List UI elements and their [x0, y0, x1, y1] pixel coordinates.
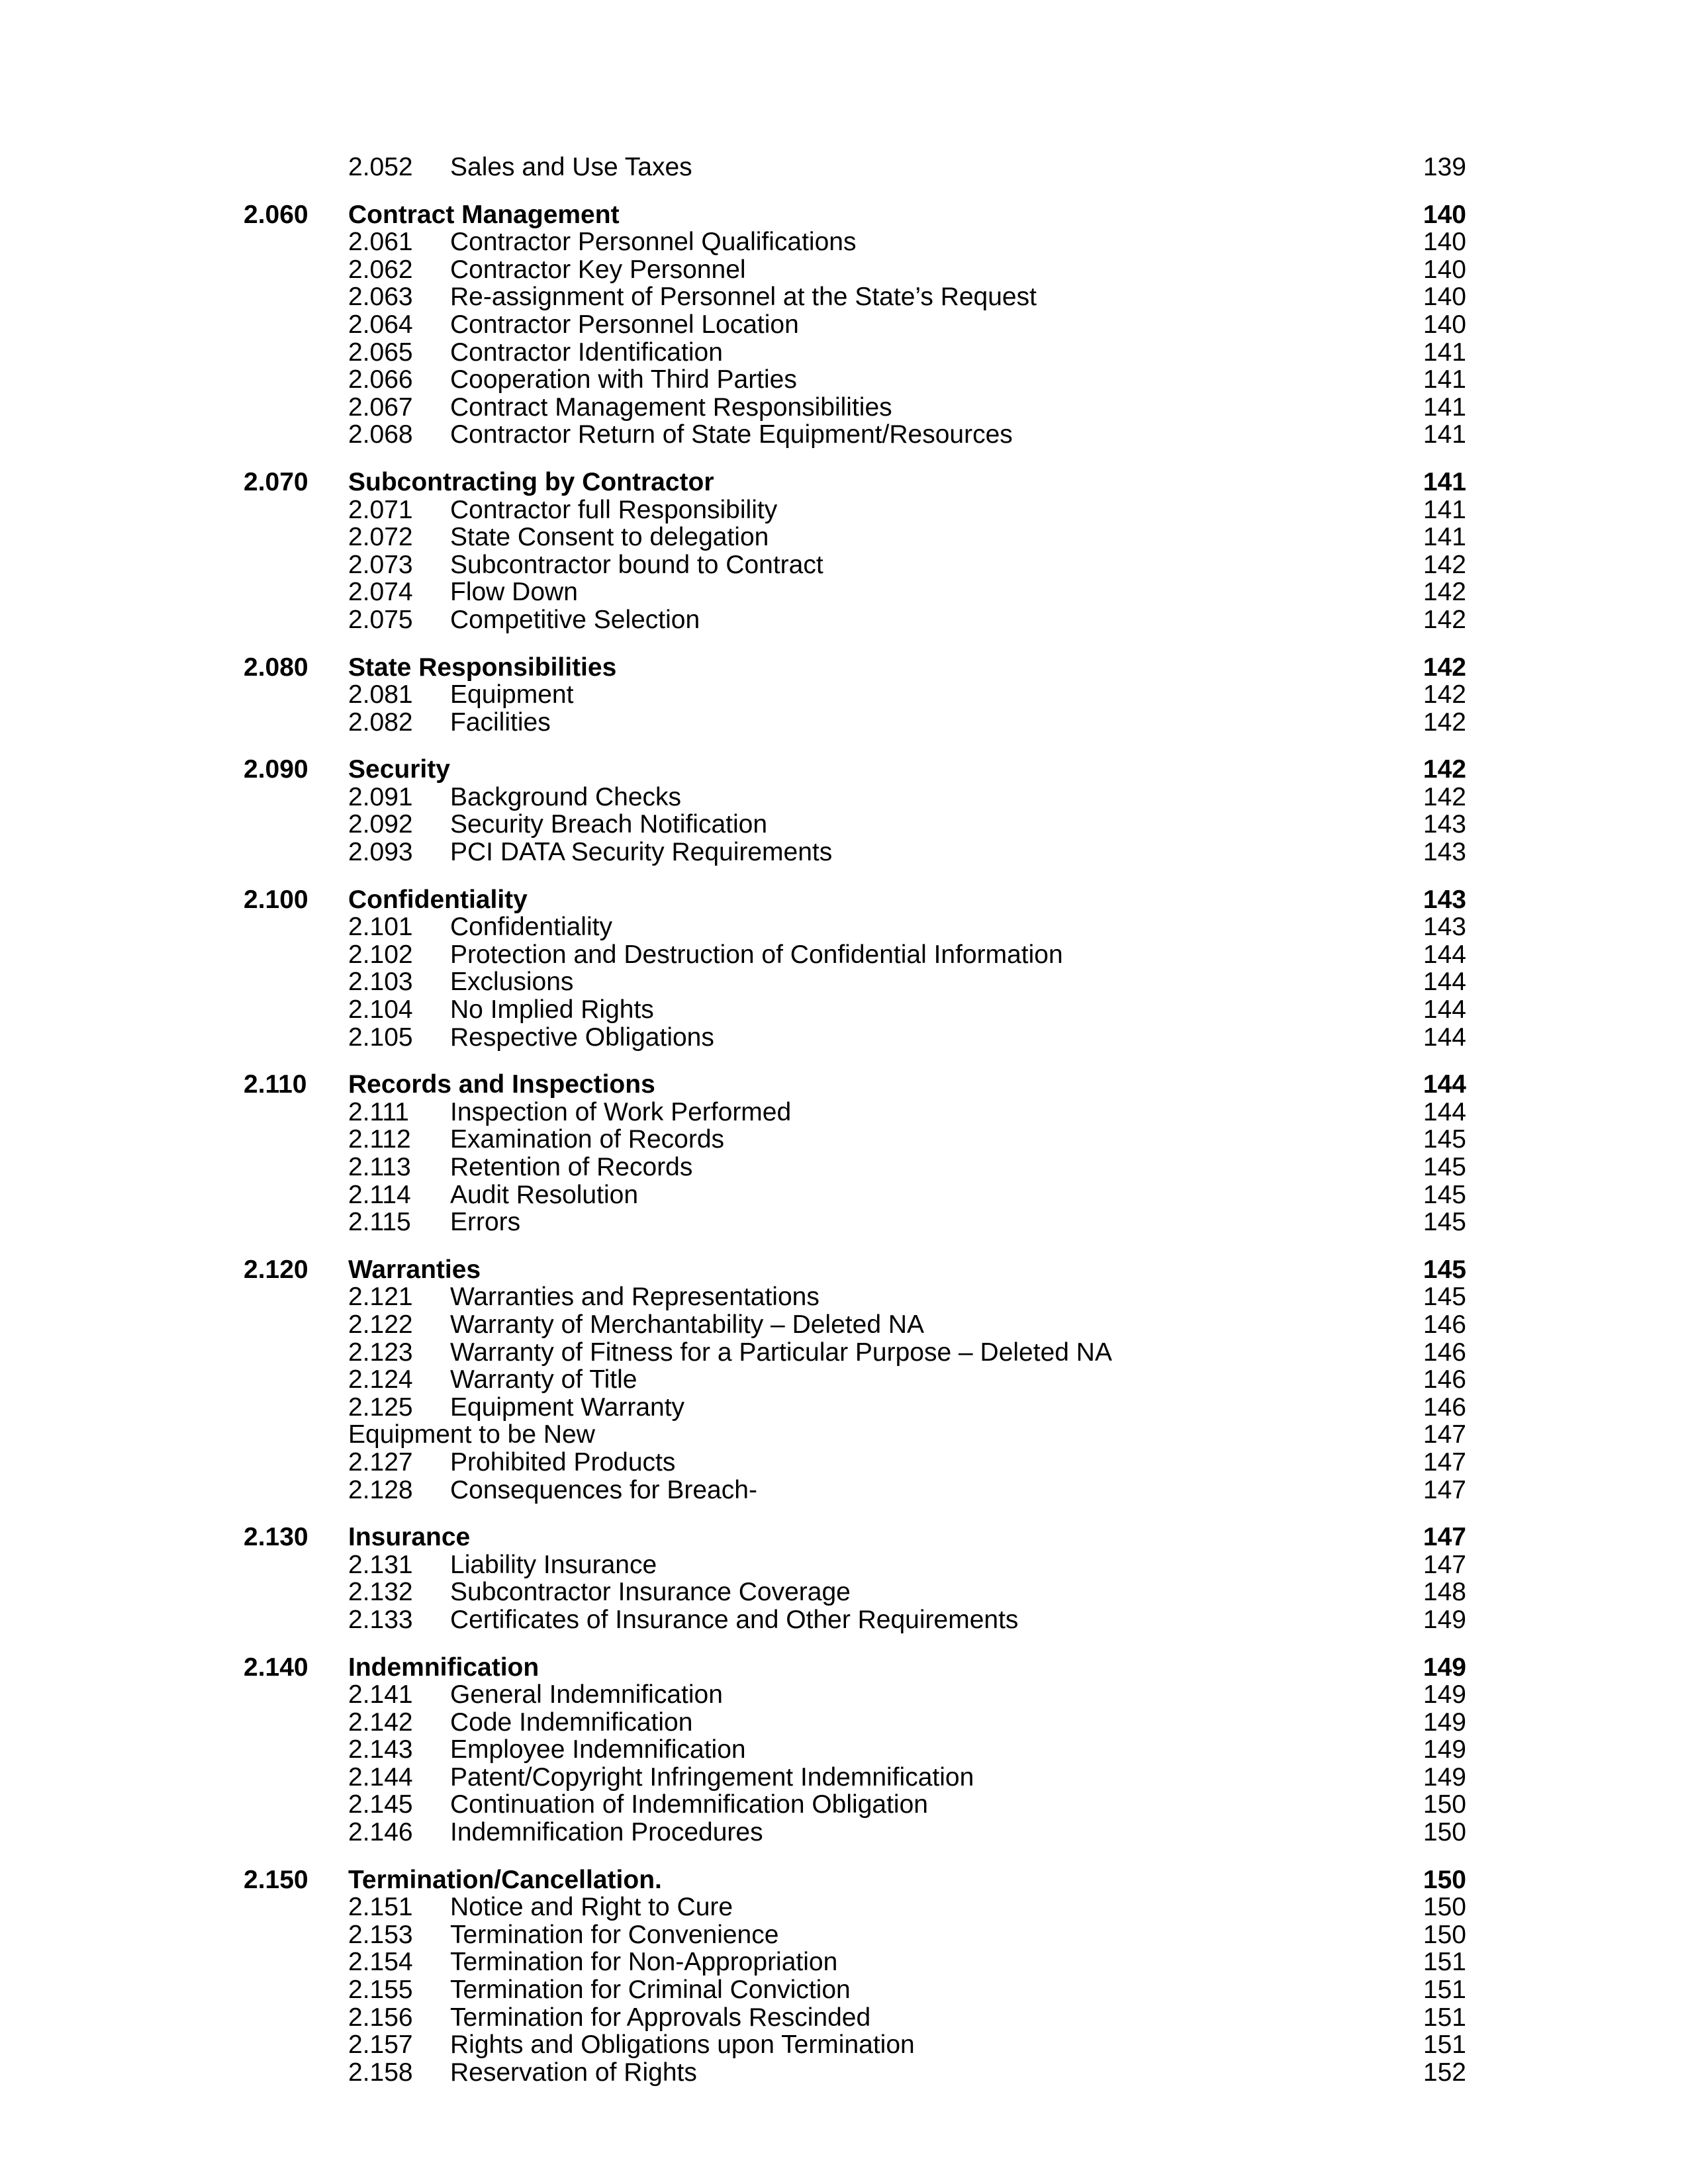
- section-number: 2.080: [244, 653, 308, 682]
- entry-title: Security Breach Notification: [450, 810, 768, 839]
- entry-number: 2.061: [348, 228, 413, 257]
- toc-entry[interactable]: [0, 1181, 1688, 1209]
- entry-page-number: 140: [1423, 255, 1466, 284]
- entry-number: 2.143: [348, 1735, 413, 1764]
- entry-number: 2.052: [348, 153, 413, 181]
- toc-entry[interactable]: [0, 1893, 1688, 1921]
- section-page-number: 149: [1423, 1653, 1466, 1682]
- toc-entry[interactable]: [0, 1948, 1688, 1976]
- entry-number: 2.081: [348, 680, 413, 709]
- entry-title: Patent/Copyright Infringement Indemnification: [450, 1762, 974, 1792]
- section-page-number: 144: [1423, 1070, 1466, 1099]
- entry-number: 2.157: [348, 2030, 413, 2060]
- entry-number: 2.158: [348, 2058, 413, 2087]
- section-number: 2.060: [244, 200, 308, 229]
- toc-section: [0, 654, 1688, 737]
- toc-entry[interactable]: [0, 1736, 1688, 1764]
- entry-title: Liability Insurance: [450, 1550, 657, 1579]
- entry-number: 2.092: [348, 810, 413, 839]
- toc-section: [0, 201, 1688, 449]
- entry-number: 2.067: [348, 392, 413, 422]
- entry-title: Background Checks: [450, 782, 682, 811]
- toc-section: [0, 1071, 1688, 1236]
- entry-number: 2.112: [348, 1125, 411, 1154]
- entry-page-number: 144: [1423, 968, 1466, 997]
- entry-title: Notice and Right to Cure: [450, 1893, 733, 1922]
- section-page-number: 140: [1423, 200, 1466, 229]
- entry-number: 2.102: [348, 940, 413, 969]
- toc-entry[interactable]: [0, 681, 1688, 709]
- entry-number: 2.153: [348, 1920, 413, 1949]
- entry-number: 2.115: [348, 1208, 411, 1237]
- entry-title: Termination for Convenience: [450, 1920, 779, 1949]
- entry-number: 2.131: [348, 1550, 413, 1579]
- entry-page-number: 141: [1423, 365, 1466, 394]
- section-page-number: 143: [1423, 885, 1466, 914]
- entry-page-number: 149: [1423, 1707, 1466, 1737]
- toc-entry[interactable]: [0, 1366, 1688, 1394]
- toc-entry[interactable]: [0, 311, 1688, 339]
- entry-title: Exclusions: [450, 968, 574, 997]
- entry-title: Warranties and Representations: [450, 1283, 820, 1312]
- entry-page-number: 151: [1423, 2030, 1466, 2060]
- entry-title: Confidentiality: [450, 913, 612, 942]
- toc-entry[interactable]: [0, 578, 1688, 606]
- entry-title: Indemnification Procedures: [450, 1818, 763, 1847]
- entry-page-number: 145: [1423, 1125, 1466, 1154]
- entry-number: 2.065: [348, 338, 413, 367]
- toc-entry[interactable]: [0, 1606, 1688, 1634]
- entry-page-number: 142: [1423, 550, 1466, 579]
- toc-section-heading[interactable]: [0, 469, 1688, 496]
- entry-title: Re-assignment of Personnel at the State’s Request: [450, 283, 1037, 312]
- entry-number: 2.101: [348, 913, 413, 942]
- section-number: 2.150: [244, 1865, 308, 1894]
- toc-entry[interactable]: [0, 1421, 1688, 1449]
- toc-entry[interactable]: [0, 1394, 1688, 1422]
- entry-page-number: 143: [1423, 810, 1466, 839]
- toc-entry[interactable]: [0, 523, 1688, 551]
- toc-entry[interactable]: [0, 913, 1688, 941]
- toc-section-heading[interactable]: [0, 1654, 1688, 1682]
- entry-title: Facilities: [450, 707, 551, 737]
- entry-number: 2.066: [348, 365, 413, 394]
- entry-title: Audit Resolution: [450, 1180, 639, 1209]
- entry-page-number: 140: [1423, 228, 1466, 257]
- toc-entry[interactable]: [0, 256, 1688, 284]
- entry-title: Reservation of Rights: [450, 2058, 697, 2087]
- toc-entry[interactable]: [0, 996, 1688, 1024]
- entry-page-number: 142: [1423, 680, 1466, 709]
- toc-entry[interactable]: [0, 496, 1688, 524]
- entry-page-number: 141: [1423, 495, 1466, 524]
- entry-title: General Indemnification: [450, 1680, 723, 1709]
- entry-title: Contract Management Responsibilities: [450, 392, 892, 422]
- entry-page-number: 140: [1423, 283, 1466, 312]
- toc-section: [0, 1256, 1688, 1504]
- toc-entry[interactable]: [0, 1921, 1688, 1949]
- entry-page-number: 149: [1423, 1735, 1466, 1764]
- entry-number: 2.072: [348, 523, 413, 552]
- entry-title: Equipment to be New: [348, 1420, 595, 1449]
- toc-entry[interactable]: [0, 1477, 1688, 1504]
- entry-page-number: 144: [1423, 995, 1466, 1024]
- section-number: 2.130: [244, 1523, 308, 1552]
- entry-page-number: 144: [1423, 940, 1466, 969]
- entry-title: Contractor full Responsibility: [450, 495, 778, 524]
- toc-entry[interactable]: [0, 1449, 1688, 1477]
- entry-title: Subcontractor bound to Contract: [450, 550, 823, 579]
- section-page-number: 142: [1423, 653, 1466, 682]
- entry-page-number: 142: [1423, 605, 1466, 634]
- entry-title: Contractor Personnel Location: [450, 310, 799, 339]
- entry-title: Continuation of Indemnification Obligation: [450, 1790, 928, 1819]
- toc-section: [0, 1866, 1688, 2087]
- section-title: Subcontracting by Contractor: [348, 467, 714, 496]
- entry-number: 2.154: [348, 1948, 413, 1977]
- toc-section-heading[interactable]: [0, 886, 1688, 914]
- entry-title: Respective Obligations: [450, 1023, 714, 1052]
- toc-entry[interactable]: [0, 839, 1688, 866]
- entry-page-number: 139: [1423, 153, 1466, 181]
- entry-title: Warranty of Merchantability – Deleted NA: [450, 1310, 925, 1339]
- entry-page-number: 147: [1423, 1447, 1466, 1477]
- toc-entry[interactable]: [0, 606, 1688, 634]
- entry-title: Certificates of Insurance and Other Requirements: [450, 1605, 1019, 1634]
- entry-page-number: 147: [1423, 1550, 1466, 1579]
- toc-entry[interactable]: [0, 1791, 1688, 1819]
- toc-section: [0, 886, 1688, 1052]
- toc-entry[interactable]: [0, 968, 1688, 996]
- section-page-number: 145: [1423, 1255, 1466, 1284]
- toc-entry[interactable]: [0, 1551, 1688, 1579]
- entry-title: Errors: [450, 1208, 521, 1237]
- entry-page-number: 146: [1423, 1338, 1466, 1367]
- section-page-number: 147: [1423, 1523, 1466, 1552]
- entry-title: Examination of Records: [450, 1125, 725, 1154]
- entry-number: 2.105: [348, 1023, 413, 1052]
- entry-page-number: 144: [1423, 1097, 1466, 1126]
- toc-entry[interactable]: [0, 394, 1688, 422]
- toc-entry[interactable]: [0, 1126, 1688, 1154]
- entry-page-number: 147: [1423, 1475, 1466, 1504]
- entry-page-number: 149: [1423, 1605, 1466, 1634]
- section-number: 2.120: [244, 1255, 308, 1284]
- entry-page-number: 141: [1423, 338, 1466, 367]
- entry-number: 2.114: [348, 1180, 411, 1209]
- section-number: 2.140: [244, 1653, 308, 1682]
- entry-number: 2.103: [348, 968, 413, 997]
- entry-number: 2.093: [348, 838, 413, 867]
- section-title: Indemnification: [348, 1653, 539, 1682]
- entry-title: PCI DATA Security Requirements: [450, 838, 833, 867]
- entry-title: Subcontractor Insurance Coverage: [450, 1578, 851, 1607]
- toc-entry[interactable]: [0, 1099, 1688, 1126]
- entry-page-number: 142: [1423, 707, 1466, 737]
- entry-page-number: 148: [1423, 1578, 1466, 1607]
- toc-section: [0, 469, 1688, 634]
- entry-title: Code Indemnification: [450, 1707, 693, 1737]
- toc-section-heading[interactable]: [0, 201, 1688, 229]
- entry-number: 2.151: [348, 1893, 413, 1922]
- entry-page-number: 142: [1423, 578, 1466, 607]
- section-title: Warranties: [348, 1255, 481, 1284]
- entry-title: Warranty of Title: [450, 1365, 637, 1394]
- toc-entry[interactable]: [0, 366, 1688, 394]
- section-number: 2.110: [244, 1070, 307, 1099]
- toc-entry[interactable]: [0, 1709, 1688, 1737]
- entry-title: Termination for Criminal Conviction: [450, 1976, 851, 2005]
- entry-number: 2.073: [348, 550, 413, 579]
- entry-title: Termination for Non-Appropriation: [450, 1948, 838, 1977]
- toc-entry[interactable]: [0, 2059, 1688, 2087]
- toc-entry[interactable]: [0, 1976, 1688, 2004]
- section-title: Insurance: [348, 1523, 471, 1552]
- entry-number: 2.125: [348, 1392, 413, 1422]
- toc-section: [0, 1654, 1688, 1846]
- entry-number: 2.104: [348, 995, 413, 1024]
- entry-number: 2.144: [348, 1762, 413, 1792]
- entry-title: Protection and Destruction of Confidential Information: [450, 940, 1063, 969]
- entry-page-number: 151: [1423, 1976, 1466, 2005]
- entry-number: 2.142: [348, 1707, 413, 1737]
- entry-page-number: 141: [1423, 420, 1466, 449]
- entry-number: 2.068: [348, 420, 413, 449]
- toc-entry[interactable]: [0, 1208, 1688, 1236]
- entry-number: 2.132: [348, 1578, 413, 1607]
- entry-title: Retention of Records: [450, 1153, 693, 1181]
- entry-number: 2.141: [348, 1680, 413, 1709]
- entry-number: 2.063: [348, 283, 413, 312]
- toc-entry[interactable]: [0, 2004, 1688, 2032]
- toc-entry[interactable]: [0, 941, 1688, 969]
- entry-page-number: 150: [1423, 1920, 1466, 1949]
- entry-page-number: 143: [1423, 838, 1466, 867]
- entry-title: Contractor Return of State Equipment/Resources: [450, 420, 1013, 449]
- toc-entry[interactable]: [0, 1283, 1688, 1311]
- entry-number: 2.075: [348, 605, 413, 634]
- entry-number: 2.133: [348, 1605, 413, 1634]
- section-title: Confidentiality: [348, 885, 528, 914]
- entry-number: 2.155: [348, 1976, 413, 2005]
- entry-title: Sales and Use Taxes: [450, 153, 692, 181]
- entry-page-number: 146: [1423, 1392, 1466, 1422]
- section-page-number: 142: [1423, 755, 1466, 784]
- toc-entry[interactable]: [0, 1024, 1688, 1052]
- toc-entry[interactable]: [0, 551, 1688, 579]
- entry-page-number: 149: [1423, 1762, 1466, 1792]
- entry-number: 2.121: [348, 1283, 413, 1312]
- toc-section: [0, 1524, 1688, 1633]
- entry-title: Warranty of Fitness for a Particular Purpose – Deleted NA: [450, 1338, 1112, 1367]
- toc-entry[interactable]: [0, 2031, 1688, 2059]
- entry-title: No Implied Rights: [450, 995, 654, 1024]
- entry-number: 2.062: [348, 255, 413, 284]
- entry-page-number: 140: [1423, 310, 1466, 339]
- entry-title: Termination for Approvals Rescinded: [450, 2003, 871, 2032]
- entry-page-number: 146: [1423, 1365, 1466, 1394]
- table-of-contents: [0, 154, 1688, 2106]
- entry-page-number: 145: [1423, 1208, 1466, 1237]
- entry-page-number: 149: [1423, 1680, 1466, 1709]
- section-number: 2.100: [244, 885, 308, 914]
- toc-entry[interactable]: [0, 1154, 1688, 1181]
- toc-entry[interactable]: [0, 1819, 1688, 1846]
- entry-number: 2.113: [348, 1153, 411, 1181]
- entry-page-number: 151: [1423, 2003, 1466, 2032]
- toc-section: [0, 756, 1688, 866]
- entry-title: Contractor Personnel Qualifications: [450, 228, 857, 257]
- entry-page-number: 150: [1423, 1818, 1466, 1847]
- entry-number: 2.122: [348, 1310, 413, 1339]
- toc-entry[interactable]: [0, 421, 1688, 449]
- entry-page-number: 145: [1423, 1283, 1466, 1312]
- entry-number: 2.124: [348, 1365, 413, 1394]
- entry-title: Equipment: [450, 680, 574, 709]
- entry-number: 2.145: [348, 1790, 413, 1819]
- toc-section-heading[interactable]: [0, 756, 1688, 784]
- entry-title: Flow Down: [450, 578, 578, 607]
- section-title: State Responsibilities: [348, 653, 617, 682]
- entry-title: Prohibited Products: [450, 1447, 676, 1477]
- entry-page-number: 144: [1423, 1023, 1466, 1052]
- entry-page-number: 147: [1423, 1420, 1466, 1449]
- toc-section-heading[interactable]: [0, 1071, 1688, 1099]
- entry-title: Inspection of Work Performed: [450, 1097, 792, 1126]
- entry-number: 2.064: [348, 310, 413, 339]
- section-title: Contract Management: [348, 200, 620, 229]
- entry-number: 2.074: [348, 578, 413, 607]
- toc-entry[interactable]: [0, 1764, 1688, 1792]
- entry-number: 2.071: [348, 495, 413, 524]
- entry-page-number: 145: [1423, 1180, 1466, 1209]
- entry-title: State Consent to delegation: [450, 523, 769, 552]
- toc-entry[interactable]: [0, 784, 1688, 811]
- entry-title: Employee Indemnification: [450, 1735, 746, 1764]
- entry-page-number: 146: [1423, 1310, 1466, 1339]
- toc-entry[interactable]: [0, 283, 1688, 311]
- entry-title: Rights and Obligations upon Termination: [450, 2030, 915, 2060]
- entry-title: Cooperation with Third Parties: [450, 365, 797, 394]
- entry-number: 2.082: [348, 707, 413, 737]
- entry-title: Contractor Identification: [450, 338, 723, 367]
- entry-page-number: 150: [1423, 1893, 1466, 1922]
- entry-page-number: 141: [1423, 392, 1466, 422]
- section-page-number: 141: [1423, 467, 1466, 496]
- entry-page-number: 145: [1423, 1153, 1466, 1181]
- section-title: Security: [348, 755, 450, 784]
- toc-entry[interactable]: [0, 1311, 1688, 1339]
- section-page-number: 150: [1423, 1865, 1466, 1894]
- section-number: 2.070: [244, 467, 308, 496]
- toc-entry[interactable]: [0, 1681, 1688, 1709]
- section-title: Termination/Cancellation.: [348, 1865, 662, 1894]
- entry-title: Equipment Warranty: [450, 1392, 685, 1422]
- entry-title: Contractor Key Personnel: [450, 255, 746, 284]
- entry-number: 2.111: [348, 1097, 409, 1126]
- toc-entry[interactable]: [0, 811, 1688, 839]
- toc-lead-group: [0, 154, 1688, 181]
- toc-section-heading[interactable]: [0, 654, 1688, 682]
- entry-page-number: 142: [1423, 782, 1466, 811]
- entry-page-number: 141: [1423, 523, 1466, 552]
- toc-entry[interactable]: [0, 1339, 1688, 1367]
- entry-page-number: 150: [1423, 1790, 1466, 1819]
- entry-number: 2.128: [348, 1475, 413, 1504]
- entry-number: 2.123: [348, 1338, 413, 1367]
- entry-page-number: 152: [1423, 2058, 1466, 2087]
- toc-entry[interactable]: [0, 1578, 1688, 1606]
- entry-number: 2.146: [348, 1818, 413, 1847]
- entry-number: 2.127: [348, 1447, 413, 1477]
- toc-entry[interactable]: [0, 228, 1688, 256]
- section-title: Records and Inspections: [348, 1070, 655, 1099]
- toc-section-heading[interactable]: [0, 1256, 1688, 1284]
- section-number: 2.090: [244, 755, 308, 784]
- toc-entry[interactable]: [0, 154, 1688, 181]
- toc-entry[interactable]: [0, 709, 1688, 737]
- entry-number: 2.091: [348, 782, 413, 811]
- toc-section-heading[interactable]: [0, 1524, 1688, 1551]
- entry-number: 2.156: [348, 2003, 413, 2032]
- entry-title: Consequences for Breach-: [450, 1475, 757, 1504]
- entry-title: Competitive Selection: [450, 605, 700, 634]
- entry-page-number: 143: [1423, 913, 1466, 942]
- entry-page-number: 151: [1423, 1948, 1466, 1977]
- toc-section-heading[interactable]: [0, 1866, 1688, 1894]
- toc-entry[interactable]: [0, 339, 1688, 367]
